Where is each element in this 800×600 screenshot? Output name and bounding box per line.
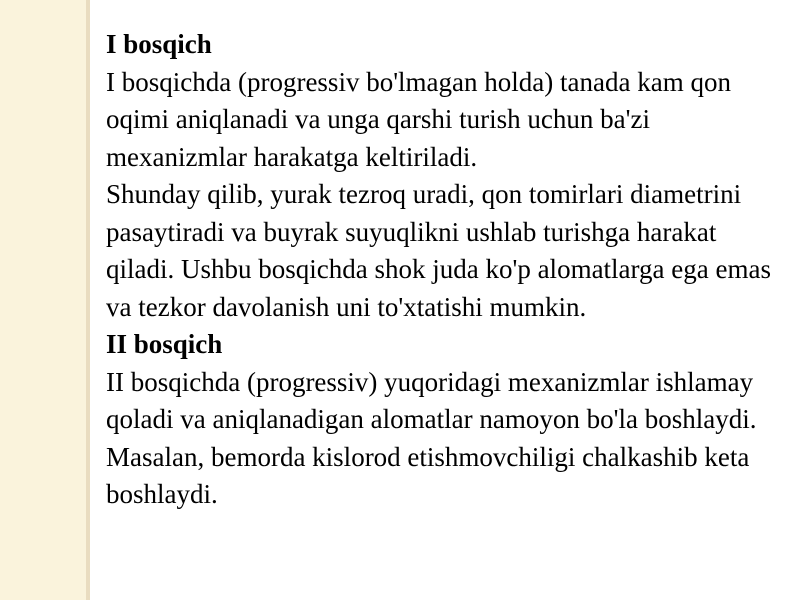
- left-decorative-panel: [0, 0, 86, 600]
- section-2-heading: II bosqich: [106, 329, 223, 359]
- left-decorative-rule: [86, 0, 90, 600]
- section-1-paragraph-2: Shunday qilib, yurak tezroq uradi, qon tomirlari diametrini pasaytiradi va buyrak suyuqlikni ushlab turishga harakat qiladi. Ushbu bosqichda shok juda ko'p alomatlarga ega emas va tezkor davolanish uni to'xtatishi mumkin.: [106, 179, 771, 322]
- section-2-paragraph-1: II bosqichda (progressiv) yuqoridagi mexanizmlar ishlamay qoladi va aniqlanadigan alomatlar namoyon bo'la boshlaydi. Masalan, bemorda kislorod etishmovchiligi chalkashib keta boshlaydi.: [106, 366, 757, 509]
- section-1-heading: I bosqich: [106, 29, 212, 59]
- section-1-paragraph-1: I bosqichda (progressiv bo'lmagan holda) tanada kam qon oqimi aniqlanadi va unga qarshi turish uchun ba'zi mexanizmlar harakatga keltiriladi.: [106, 66, 731, 172]
- slide-content: [106, 26, 786, 514]
